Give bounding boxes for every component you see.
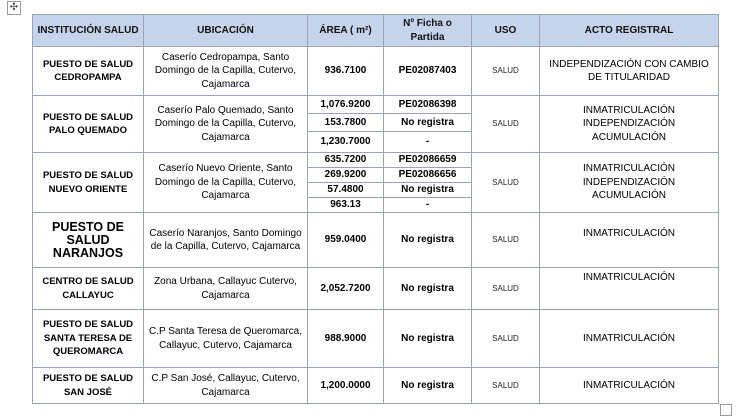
ubicacion-cell: Zona Urbana, Callayuc Cutervo, Cajamarca bbox=[144, 268, 308, 310]
table-row bbox=[33, 213, 719, 268]
acto-line: INMATRICULACIÓN bbox=[582, 104, 676, 116]
acto-cell bbox=[540, 153, 719, 213]
ubicacion-cell: Caserío Cedropampa, Santo Domingo de la Capilla, Cutervo, Cajamarca bbox=[144, 47, 308, 96]
area-cell: 988.9000 bbox=[308, 310, 384, 368]
header-uso: USO bbox=[472, 15, 540, 47]
ficha-cell: PE02087403 bbox=[384, 47, 472, 96]
area-cell: 153.7800 bbox=[308, 114, 384, 132]
acto-line: INMATRICULACIÓN bbox=[582, 163, 676, 175]
institucion-cell: PUESTO DE SALUD SAN JOSÉ bbox=[33, 368, 144, 404]
institucion-cell: PUESTO DE SALUD SANTA TERESA DE QUEROMARCA bbox=[33, 310, 144, 368]
header-ubicacion: UBICACIÓN bbox=[144, 15, 308, 47]
table-resize-handle[interactable] bbox=[720, 404, 732, 416]
acto-cell: INMATRICULACIÓN bbox=[540, 268, 719, 310]
uso-cell: SALUD bbox=[472, 310, 540, 368]
health-facilities-table bbox=[32, 14, 719, 404]
uso-cell: SALUD bbox=[472, 96, 540, 153]
uso-cell: SALUD bbox=[472, 213, 540, 268]
institucion-cell: PUESTO DE SALUD NARANJOS bbox=[33, 213, 144, 268]
ficha-cell: No registra bbox=[384, 368, 472, 404]
header-area: ÁREA ( m²) bbox=[308, 15, 384, 47]
ubicacion-cell: C.P Santa Teresa de Queromarca, Callayuc, Cutervo, Cajamarca bbox=[144, 310, 308, 368]
header-row bbox=[33, 15, 719, 47]
acto-line: INDEPENDIZACIÓN bbox=[582, 118, 676, 130]
header-acto: ACTO REGISTRAL bbox=[540, 15, 719, 47]
table-row bbox=[33, 96, 719, 114]
institucion-cell: PUESTO DE SALUD NUEVO ORIENTE bbox=[33, 153, 144, 213]
ficha-cell: PE02086659 bbox=[384, 153, 472, 168]
header-institucion: INSTITUCIÓN SALUD bbox=[33, 15, 144, 47]
ficha-cell: PE02086656 bbox=[384, 168, 472, 183]
institucion-cell: PUESTO DE SALUD PALO QUEMADO bbox=[33, 96, 144, 153]
ficha-cell: No registra bbox=[384, 183, 472, 198]
area-cell: 635.7200 bbox=[308, 153, 384, 168]
table-row bbox=[33, 153, 719, 168]
acto-line: ACUMULACIÓN bbox=[592, 190, 666, 202]
acto-cell: INMATRICULACIÓN bbox=[540, 310, 719, 368]
acto-cell bbox=[540, 96, 719, 153]
ubicacion-cell: Caserío Naranjos, Santo Domingo de la Capilla, Cutervo, Cajamarca bbox=[144, 213, 308, 268]
area-cell: 269.9200 bbox=[308, 168, 384, 183]
table-row bbox=[33, 47, 719, 96]
table-row bbox=[33, 368, 719, 404]
ficha-cell: No registra bbox=[384, 213, 472, 268]
ficha-cell: No registra bbox=[384, 268, 472, 310]
institucion-cell: CENTRO DE SALUD CALLAYUC bbox=[33, 268, 144, 310]
ubicacion-cell: Caserío Nuevo Oriente, Santo Domingo de la Capilla, Cutervo, Cajamarca bbox=[144, 153, 308, 213]
area-cell: 936.7100 bbox=[308, 47, 384, 96]
area-cell: 2,052.7200 bbox=[308, 268, 384, 310]
institucion-cell: PUESTO DE SALUD CEDROPAMPA bbox=[33, 47, 144, 96]
header-ficha: Nº Ficha o Partida bbox=[384, 15, 472, 47]
acto-line: INDEPENDIZACIÓN bbox=[582, 176, 676, 188]
area-cell: 1,230.7000 bbox=[308, 132, 384, 153]
ubicacion-cell: C.P San José, Callayuc, Cutervo, Cajamarca bbox=[144, 368, 308, 404]
area-cell: 963.13 bbox=[308, 198, 384, 213]
ficha-cell: No registra bbox=[384, 310, 472, 368]
ficha-cell: No registra bbox=[384, 114, 472, 132]
ficha-cell: PE02086398 bbox=[384, 96, 472, 114]
area-cell: 1,200.0000 bbox=[308, 368, 384, 404]
acto-line: ACUMULACIÓN bbox=[592, 131, 666, 143]
uso-cell: SALUD bbox=[472, 47, 540, 96]
acto-cell: INMATRICULACIÓN bbox=[540, 213, 719, 268]
uso-cell: SALUD bbox=[472, 153, 540, 213]
acto-cell: INDEPENDIZACIÓN CON CAMBIO DE TITULARIDAD bbox=[540, 47, 719, 96]
acto-cell: INMATRICULACIÓN bbox=[540, 368, 719, 404]
area-cell: 959.0400 bbox=[308, 213, 384, 268]
ficha-cell: - bbox=[384, 198, 472, 213]
ficha-cell: - bbox=[384, 132, 472, 153]
table-row bbox=[33, 310, 719, 368]
area-cell: 1,076.9200 bbox=[308, 96, 384, 114]
ubicacion-cell: Caserío Palo Quemado, Santo Domingo de la Capilla, Cutervo, Cajamarca bbox=[144, 96, 308, 153]
uso-cell: SALUD bbox=[472, 368, 540, 404]
area-cell: 57.4800 bbox=[308, 183, 384, 198]
uso-cell: SALUD bbox=[472, 268, 540, 310]
table-row bbox=[33, 268, 719, 310]
table-move-handle-icon[interactable]: ✣ bbox=[7, 1, 21, 15]
